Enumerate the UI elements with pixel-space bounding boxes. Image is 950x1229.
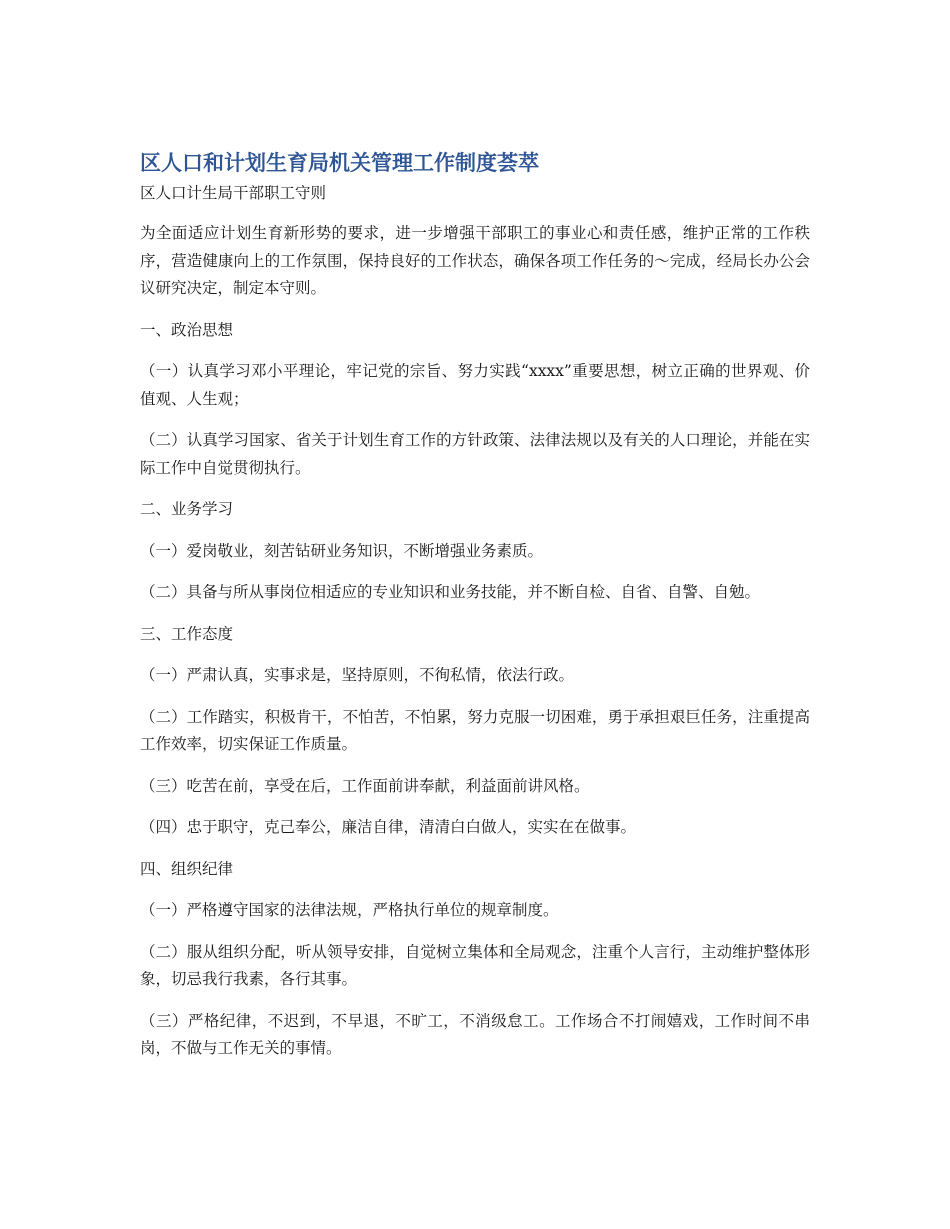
document-subtitle: 区人口计生局干部职工守则 — [140, 184, 327, 202]
section-heading-study: 二、业务学习 — [140, 500, 234, 518]
study-item-1: （一）爱岗敬业，刻苦钻研业务知识，不断增强业务素质。 — [140, 541, 544, 560]
politics-item-2: （二）认真学习国家、省关于计划生育工作的方针政策、法律法规以及有关的人口理论，并能在实际工作中自觉贯彻执行。 — [140, 431, 810, 477]
attitude-item-4: （四）忠于职守，克己奉公，廉洁自律，清清白白做人，实实在在做事。 — [140, 818, 637, 836]
discipline-item-1: （一）严格遵守国家的法律法规，严格执行单位的规章制度。 — [140, 901, 559, 919]
document-page — [140, 148, 810, 1063]
attitude-item-2: （二）工作踏实，积极肯干，不怕苦，不怕累，努力克服一切困难，勇于承担艰巨任务，注重提高工作效率，切实保证工作质量。 — [140, 707, 810, 753]
document-title: 区人口和计划生育局机关管理工作制度荟萃 — [140, 151, 539, 175]
section-heading-discipline: 四、组织纪律 — [140, 859, 234, 878]
attitude-item-3: （三）吃苦在前，享受在后，工作面前讲奉献，利益面前讲风格。 — [140, 776, 590, 795]
intro-paragraph: 为全面适应计划生育新形势的要求，进一步增强干部职工的事业心和责任感，维护正常的工作秩序，营造健康向上的工作氛围，保持良好的工作状态，确保各项工作任务的～完成，经局长办公会议研究决定，制定本守则。 — [140, 224, 810, 297]
politics-item-1: （一）认真学习邓小平理论，牢记党的宗旨、努力实践“xxxx”重要思想，树立正确的世界观、价值观、人生观； — [140, 362, 810, 408]
discipline-item-2: （二）服从组织分配，听从领导安排，自觉树立集体和全局观念，注重个人言行，主动维护整体形象，切忌我行我素，各行其事。 — [140, 942, 810, 988]
study-item-2: （二）具备与所从事岗位相适应的专业知识和业务技能，并不断自检、自省、自警、自勉。 — [140, 583, 761, 601]
section-heading-attitude: 三、工作态度 — [140, 624, 234, 643]
attitude-item-1: （一）严肃认真，实事求是，坚持原则，不徇私情，依法行政。 — [140, 666, 575, 684]
section-heading-politics: 一、政治思想 — [140, 320, 234, 339]
discipline-item-3: （三）严格纪律，不迟到，不早退，不旷工，不消级怠工。工作场合不打闹嬉戏，工作时间不串岗，不做与工作无关的事情。 — [140, 1011, 810, 1057]
